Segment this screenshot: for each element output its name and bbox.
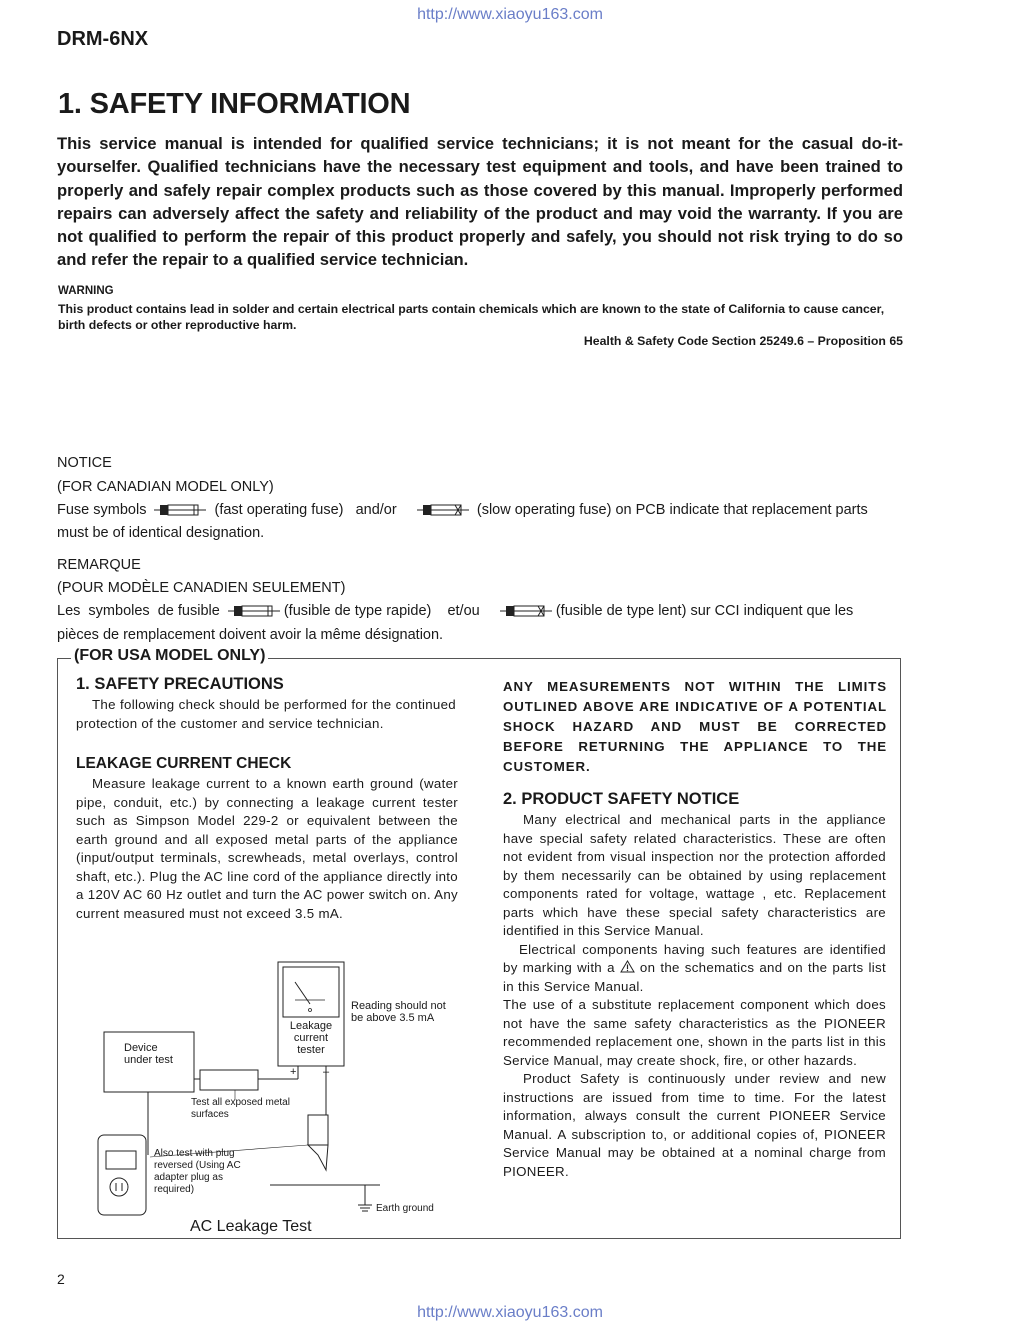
fast-fuse-icon (228, 605, 280, 617)
wall-outlet (98, 1135, 146, 1215)
usa-section-label: (FOR USA MODEL ONLY) (71, 647, 268, 665)
product-safety-p4: Product Safety is continuously under review and new instructions are issued from time to time. For the latest information, always consult the current PIONEER Service Manual. A subscription to, or additional copies of, PIONEER Service Manual may be obtained at a nominal charge from PIONEER. (503, 1071, 886, 1179)
slow-fuse-icon (417, 504, 469, 516)
earth-ground-label: Earth ground (376, 1203, 434, 1214)
product-safety-p2b: on the schematics and on the parts list in this Service Manual. (503, 960, 886, 994)
tester-label: Leakage current tester (289, 1020, 333, 1056)
safety-precautions-title: 1. SAFETY PRECAUTIONS (76, 675, 284, 693)
notice-heading: NOTICE (57, 455, 112, 471)
notice-andor: and/or (355, 502, 397, 518)
warning-code: Health & Safety Code Section 25249.6 – Proposition 65 (583, 334, 903, 348)
notice-slow: (slow operating fuse) on PCB indicate that replacement parts (476, 502, 868, 518)
probe-resistor (200, 1070, 258, 1090)
test-all-note: Test all exposed metal surfaces (191, 1097, 290, 1120)
model-number: DRM-6NX (57, 28, 149, 50)
remarque-slow: (fusible de type lent) sur CCI indiquent que les (555, 603, 854, 619)
warning-triangle-icon (620, 960, 635, 973)
remarque-cont: pièces de remplacement doivent avoir la même désignation. (57, 627, 444, 643)
notice-scope: (FOR CANADIAN MODEL ONLY) (57, 479, 274, 495)
fast-fuse-icon (154, 504, 206, 516)
minus-terminal: – (323, 1066, 330, 1078)
page-number: 2 (57, 1271, 65, 1287)
footer-url[interactable]: http://www.xiaoyu163.com (417, 1304, 603, 1321)
warning-heading: WARNING (58, 285, 114, 297)
diagram-caption: AC Leakage Test (190, 1218, 312, 1235)
remarque-fuse-prefix: Les symboles de fusible (57, 603, 220, 619)
also-test-note: Also test with plug reversed (Using AC adapter plug as required) (154, 1148, 241, 1195)
intro-paragraph: This service manual is intended for qualified service technicians; it is not meant for the casual do-it-yourselfer. Qualified technicians have the necessary test equipment and tools, and have been trained to properly and safely repair complex products such as those covered by this manual. Improperly performed repairs can adversely affect the safety and reliability of the product and may void the warranty. If you are not qualified to perform the repair of this product properly and safely, you should not risk trying to do so and refer the repair to a qualified service technician. (57, 134, 903, 270)
leakage-check-title: LEAKAGE CURRENT CHECK (76, 755, 292, 772)
slow-fuse-icon (500, 605, 552, 617)
device-label: Device under test (124, 1042, 173, 1066)
warning-text: This product contains lead in solder and certain electrical parts contain chemicals which are known to the state of California to cause cancer, birth defects or other reproductive harm. (58, 302, 885, 332)
product-safety-p3: The use of a substitute replacement component which does not have the same safety characteristics as the PIONEER recommended replacement one, shown in the parts list in this Service Manual, may create shock, fire, or other hazards. (503, 997, 886, 1068)
measurement-warning: ANY MEASUREMENTS NOT WITHIN THE LIMITS OUTLINED ABOVE ARE INDICATIVE OF A POTENTIAL SHOCK HAZARD AND MUST BE CORRECTED BEFORE RETURNING THE APPLIANCE TO THE CUSTOMER. (503, 679, 887, 774)
remarque-heading: REMARQUE (57, 557, 141, 573)
product-safety-p2 (503, 941, 886, 997)
notice-cont: must be of identical designation. (57, 525, 265, 541)
product-safety-p1: Many electrical and mechanical parts in the appliance have special safety related characteristics. These are often not evident from visual inspection nor the protection afforded by them necessarily can be obtained by using replacement components rated for voltage, wattage , etc. Replacement parts which have these special safety characteristics are identified in this Service Manual. (503, 812, 886, 938)
reading-note: Reading should not be above 3.5 mA (351, 1000, 446, 1024)
ac-leakage-diagram (90, 955, 460, 1225)
header-url[interactable]: http://www.xiaoyu163.com (417, 6, 603, 23)
leakage-check-text: Measure leakage current to a known earth ground (water pipe, conduit, etc.) by connecting a leakage current tester such as Simpson Model 229-2 or equivalent between the earth ground and all exposed metal parts of the appliance (input/output terminals, screwheads, metal overlays, control shaft, etc.). Plug the AC line cord of the appliance directly into a 120V AC 60 Hz outlet and turn the AC power switch on. Any current measured must not exceed 3.5 mA. (76, 776, 458, 921)
notice-fast: (fast operating fuse) (214, 502, 344, 518)
plus-terminal: + (290, 1066, 297, 1078)
page-title: 1. SAFETY INFORMATION (58, 88, 411, 120)
product-safety-text (503, 811, 886, 1181)
safety-precautions-text: The following check should be performed for the continued protection of the customer and service technician. (76, 697, 456, 731)
notice-fuse-prefix: Fuse symbols (57, 502, 147, 518)
remarque-scope: (POUR MODÈLE CANADIEN SEULEMENT) (57, 580, 346, 596)
remarque-fuse-line (57, 603, 903, 619)
earth-probe (308, 1115, 328, 1145)
remarque-fast: (fusible de type rapide) (283, 603, 432, 619)
remarque-etou: et/ou (447, 603, 480, 619)
product-safety-title: 2. PRODUCT SAFETY NOTICE (503, 790, 740, 808)
notice-fuse-line (57, 502, 903, 518)
product-safety-p2a: Electrical components having such features are identified by marking with a (503, 941, 886, 975)
